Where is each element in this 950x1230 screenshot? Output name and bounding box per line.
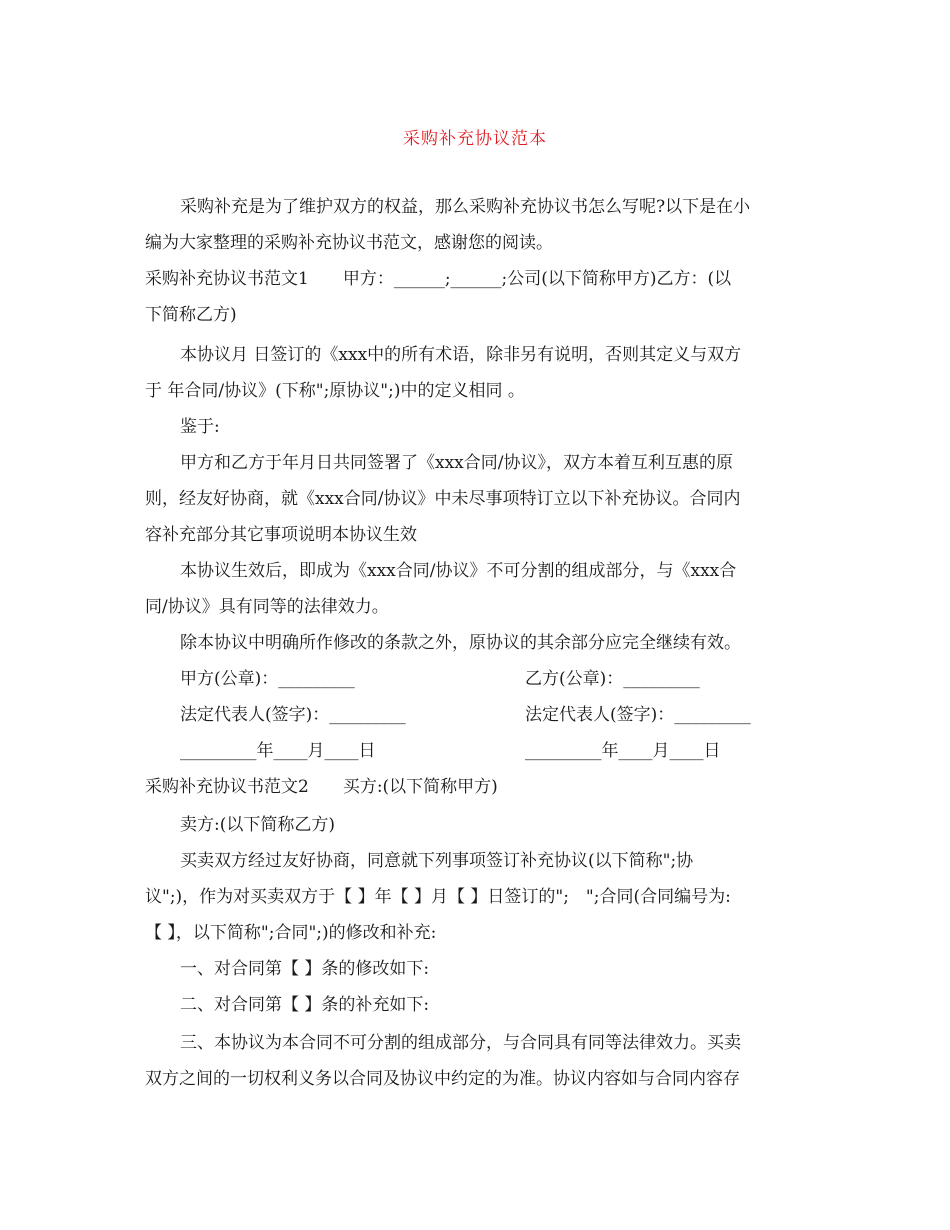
paragraph-line: 本协议月 日签订的《xxx中的所有术语，除非另有说明，否则其定义与双方 [180,345,742,365]
paragraph-line: 三、本协议为本合同不可分割的组成部分，与合同具有同等法律效力。买卖 [180,1033,741,1053]
party-a-date: _________年____月____日 [180,741,376,761]
paragraph-line: 于 年合同/协议》(下称";原协议";)中的定义相同 。 [145,381,525,401]
paragraph-line: 二、对合同第【 】条的补充如下: [180,995,430,1015]
paragraph-line: 采购补充是为了维护双方的权益，那么采购补充协议书怎么写呢?以下是在小 [180,197,751,217]
party-b-seal: 乙方(公章)：_________ [525,669,700,689]
paragraph-line: 除本协议中明确所作修改的条款之外，原协议的其余部分应完全继续有效。 [180,633,741,653]
paragraph-line: 容补充部分其它事项说明本协议生效 [145,525,417,545]
party-a-representative: 法定代表人(签字)：_________ [180,705,406,725]
paragraph-line: 采购补充协议书范文1 甲方：______;______;公司(以下简称甲方)乙方：(以 [145,269,732,289]
paragraph-line: 【 】，以下简称";合同";)的修改和补充: [145,923,437,943]
paragraph-line: 买卖双方经过友好协商，同意就下列事项签订补充协议(以下简称";协 [180,851,694,871]
paragraph-line: 同/协议》具有同等的法律效力。 [145,597,389,617]
document-title: 采购补充协议范本 [403,129,547,149]
paragraph-line: 鉴于: [180,417,220,437]
paragraph-line: 本协议生效后，即成为《xxx合同/协议》不可分割的组成部分，与《xxx合 [180,561,737,581]
party-b-date: _________年____月____日 [525,741,721,761]
paragraph-line: 则，经友好协商，就《xxx合同/协议》中未尽事项特订立以下补充协议。合同内 [145,489,741,509]
paragraph-line: 双方之间的一切权利义务以合同及协议中约定的为准。协议内容如与合同内容存 [145,1069,740,1089]
paragraph-line: 下简称乙方) [145,305,237,325]
party-b-representative: 法定代表人(签字)：_________ [525,705,751,725]
paragraph-line: 编为大家整理的采购补充协议书范文，感谢您的阅读。 [145,233,553,253]
paragraph-line: 甲方和乙方于年月日共同签署了《xxx合同/协议》，双方本着互利互惠的原 [180,453,733,473]
paragraph-line: 议";)，作为对买卖双方于【 】年【 】月【 】日签订的"; ";合同(合同编号为: [145,887,731,907]
paragraph-line: 卖方:(以下简称乙方) [180,815,335,835]
paragraph-line: 一、对合同第【 】条的修改如下: [180,959,430,979]
paragraph-line: 采购补充协议书范文2 买方:(以下简称甲方) [145,777,498,797]
party-a-seal: 甲方(公章)：_________ [180,669,355,689]
